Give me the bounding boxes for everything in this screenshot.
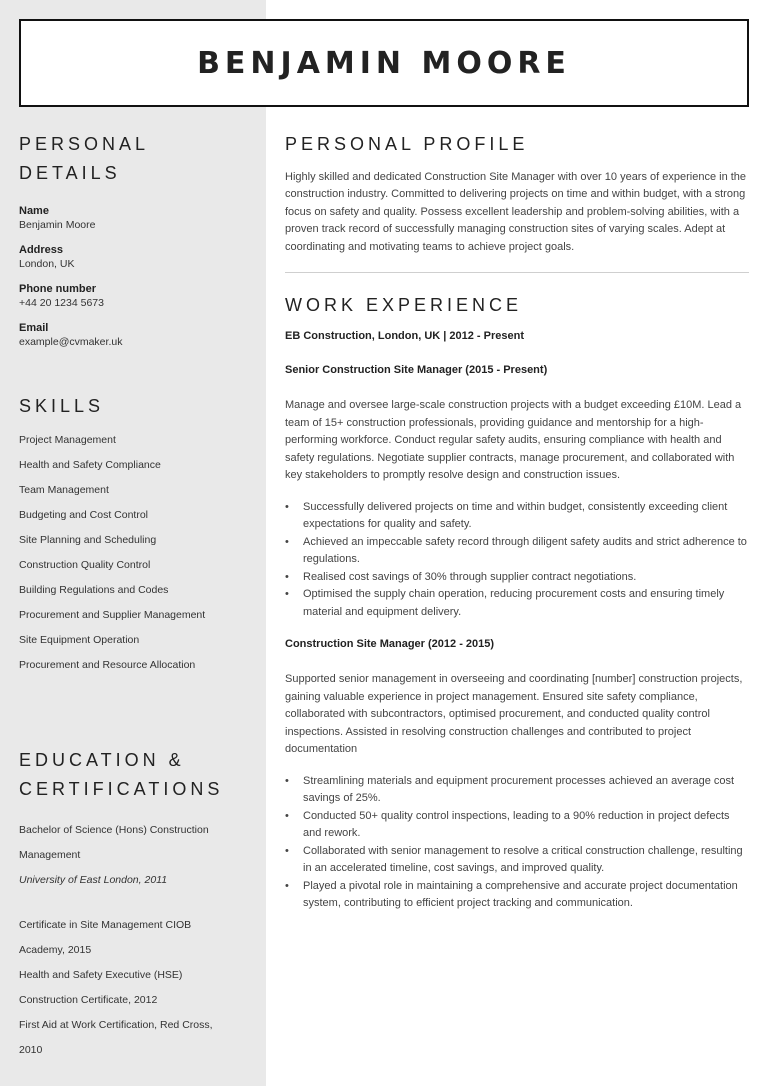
job-achievements — [285, 499, 749, 622]
skill-item: Budgeting and Cost Control — [19, 509, 148, 522]
experience-section — [285, 291, 749, 912]
skill-item: Procurement and Resource Allocation — [19, 659, 196, 672]
education-line: Management — [19, 848, 81, 861]
skills-list — [19, 434, 251, 684]
skill-item: Team Management — [19, 484, 109, 497]
education-line: Construction Certificate, 2012 — [19, 993, 158, 1006]
section-divider — [285, 272, 749, 273]
education-line: Bachelor of Science (Hons) Construction — [19, 823, 209, 836]
name-value: Benjamin Moore — [19, 218, 96, 231]
education-line: 2010 — [19, 1043, 43, 1056]
skill-item: Health and Safety Compliance — [19, 459, 161, 472]
profile-text: Highly skilled and dedicated Construction Site Manager with over 10 years of experience in the construction industry. Committed to delivering projects on time and within budget, with a strong focus on safety and quality. Possess excellent leadership and problem-solving abilities, with a proven track record of successfully managing construction sites of varying scales. Adept at coordinating and motivating teams to achieve project goals. — [285, 170, 747, 253]
education-line: First Aid at Work Certification, Red Cross, — [19, 1018, 213, 1031]
skill-item: Site Equipment Operation — [19, 634, 140, 647]
job-description: Supported senior management in overseeing and coordinating [number] construction projects, gaining valuable experience in project management. Ensured site safety compliance, collaborated with subcontractors, optimised procurement, and conducted quality control inspections. Assisted in resolving construction challenges and contributed to project documentation — [285, 673, 743, 756]
left-column — [19, 130, 251, 1063]
profile-section — [285, 130, 749, 256]
address-value: London, UK — [19, 257, 75, 270]
job-achievements — [285, 773, 749, 913]
skill-item: Building Regulations and Codes — [19, 584, 169, 597]
phone-value: +44 20 1234 5673 — [19, 296, 104, 309]
right-column — [285, 130, 749, 913]
education-section — [19, 746, 251, 1063]
achievement-item: • Streamlining materials and equipment procurement processes achieved an average cost savings of 25%. — [285, 773, 749, 808]
skill-item: Site Planning and Scheduling — [19, 534, 157, 547]
skill-item: Procurement and Supplier Management — [19, 609, 206, 622]
skills-section — [19, 392, 251, 685]
name-header — [19, 19, 749, 107]
education-line: Academy, 2015 — [19, 943, 92, 956]
achievement-item: • Realised cost savings of 30% through supplier contract negotiations. — [285, 569, 749, 587]
skills-title: SKILLS — [19, 395, 105, 416]
achievement-item: • Optimised the supply chain operation, reducing procurement costs and ensuring timely material and equipment delivery. — [285, 586, 749, 621]
achievement-item: • Conducted 50+ quality control inspections, leading to a 90% reduction in project defects and rework. — [285, 808, 749, 843]
job-title: Construction Site Manager (2012 - 2015) — [285, 638, 495, 651]
achievement-item: • Successfully delivered projects on time and within budget, consistently exceeding client expectations for quality and safety. — [285, 499, 749, 534]
personal-details-section — [19, 130, 251, 350]
profile-title: PERSONAL PROFILE — [285, 134, 529, 154]
employer-line: EB Construction, London, UK | 2012 - Present — [285, 330, 524, 343]
experience-title: WORK EXPERIENCE — [285, 295, 523, 316]
education-title-line1: EDUCATION & — [19, 750, 185, 771]
education-title-line2: CERTIFICATIONS — [19, 779, 224, 800]
candidate-name: BENJAMIN MOORE — [197, 45, 571, 81]
education-line: Certificate in Site Management CIOB — [19, 918, 192, 931]
job-description: Manage and oversee large-scale construction projects with a budget exceeding £10M. Lead a team of 15+ construction professionals, providing guidance and mentorship for a high-performing workforce. Conduct regular safety audits, ensuring compliance with health and safety regulations. Negotiate supplier contracts, manage procurement, and collaborated with key stakeholders to promptly resolve design and construction issues. — [285, 399, 742, 482]
job-title: Senior Construction Site Manager (2015 - Present) — [285, 364, 548, 377]
address-label: Address — [19, 243, 64, 256]
name-label: Name — [19, 204, 49, 217]
achievement-item: • Played a pivotal role in maintaining a comprehensive and accurate project documentation system, contributing to efficient project tracking and communication. — [285, 878, 749, 913]
skill-item: Project Management — [19, 434, 116, 447]
phone-label: Phone number — [19, 282, 97, 295]
education-institution: University of East London, 2011 — [19, 873, 168, 886]
email-label: Email — [19, 321, 49, 334]
education-line: Health and Safety Executive (HSE) — [19, 968, 183, 981]
education-list — [19, 818, 251, 1063]
personal-details-title: PERSONAL DETAILS — [19, 134, 149, 183]
email-value: example@cvmaker.uk — [19, 335, 123, 348]
skill-item: Construction Quality Control — [19, 559, 151, 572]
achievement-item: • Collaborated with senior management to resolve a critical construction challenge, resulting in an accelerated timeline, cost savings, and improved quality. — [285, 843, 749, 878]
achievement-item: • Achieved an impeccable safety record through diligent safety audits and strict adherence to regulations. — [285, 534, 749, 569]
